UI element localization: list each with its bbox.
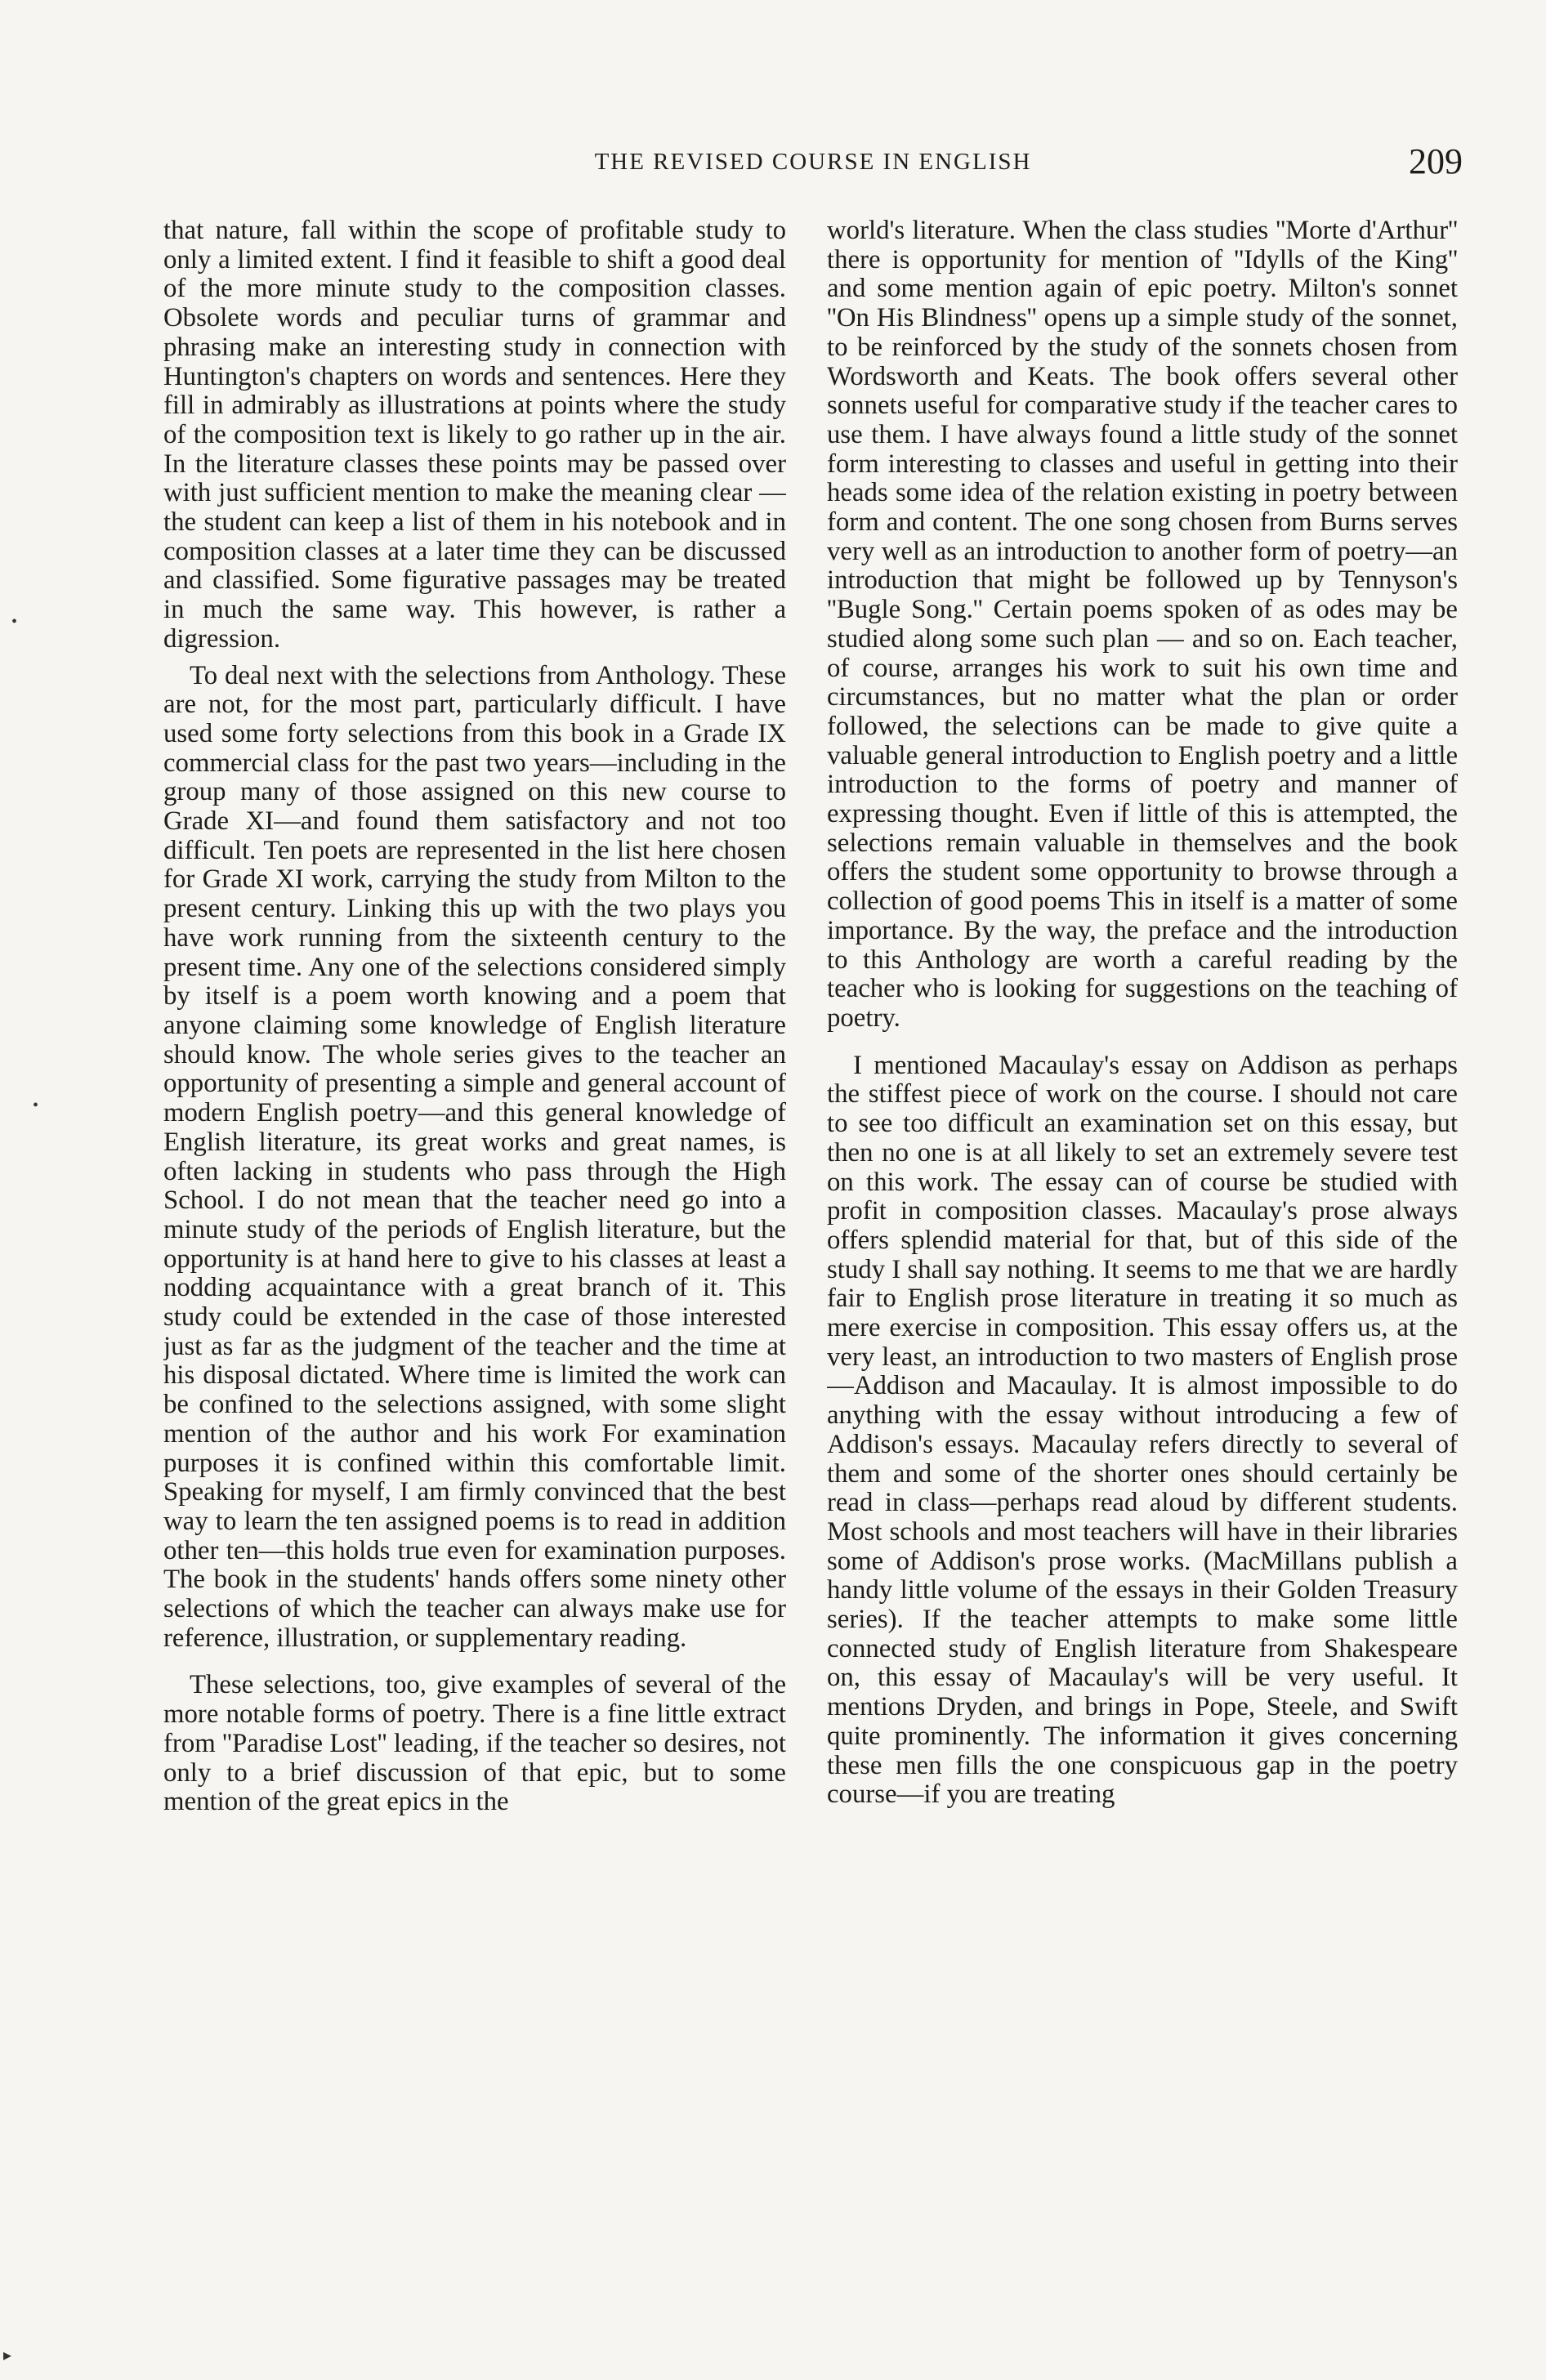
right-column (827, 217, 1458, 2243)
paragraph: I mentioned Macaulay's essay on Addison as perhaps the stiffest piece of work on the course. I should not care to see too difficult an examination set on this essay, but then no one is at all likely to set an extremely severe test on this work. The essay can of course be studied with profit in composition classes. Macaulay's prose always offers splendid material for that, but of this side of the study I shall say nothing. It seems to me that we are hardly fair to English prose literature in treating it so much as mere exercise in composition. This essay offers us, at the very least, an introduction to two masters of English prose—Addison and Macaulay. It is almost impossible to do anything with the essay without introducing a few of Addison's essays. Macaulay refers directly to several of them and some of the shorter ones should certainly be read in class—perhaps read aloud by different students. Most schools and most teachers will have in their libraries some of Addison's prose works. (MacMillans publish a handy little volume of the essays in their Golden Treasury series). If the teacher attempts to make some little connected study of English literature from Shakespeare on, this essay of Macaulay's will be very useful. It mentions Dryden, and brings in Pope, Steele, and Swift quite prominently. The information it gives concerning these men fills the one conspicuous gap in the poetry course—if you are treating (827, 1050, 1458, 1810)
paragraph: To deal next with the selections from Anthology. These are not, for the most part, particularly difficult. I have used some forty selections from this book in a Grade IX commercial class for the past two years—including in the group many of those assigned on this new course to Grade XI—and found them satisfactory and not too difficult. Ten poets are represented in the list here chosen for Grade XI work, carrying the study from Milton to the present century. Linking this up with the two plays you have work running from the sixteenth century to the present time. Any one of the selections considered simply by itself is a poem worth knowing and a poem that anyone claiming some knowledge of English literature should know. The whole series gives to the teacher an opportunity of presenting a simple and general account of modern English poetry—and this general knowledge of English literature, its great works and great names, is often lacking in students who pass through the High School. I do not mean that the teacher need go into a minute study of the periods of English literature, but the opportunity is at hand here to give to his classes at least a nodding acquaintance with a great branch of it. This study could be extended in the case of those interested just as far as the judgment of the teacher and the time at his disposal dictated. Where time is limited the work can be confined to the selections assigned, with some slight mention of the author and his work For examination purposes it is confined within this comfortable limit. Speaking for myself, I am firmly convinced that the best way to learn the ten assigned poems is to read in addition other ten—this holds true even for examination purposes. The book in the students' hands offers some ninety other selections of which the teacher can always make use for reference, illustration, or supplementary reading. (163, 660, 786, 1653)
running-title: THE REVISED COURSE IN ENGLISH (594, 149, 1032, 175)
margin-arrow-icon: ▸ (3, 2347, 12, 2364)
margin-mark: • (33, 1096, 39, 1114)
paragraph: These selections, too, give examples of several of the more notable forms of poetry. There is a fine little extract from ''Paradise Lost'' leading, if the teacher so desires, not only to a brief discussion of that epic, but to some mention of the great epics in the (163, 1670, 786, 1817)
left-column (163, 217, 786, 2243)
page-number: 209 (1409, 141, 1463, 181)
running-head (163, 123, 1463, 180)
paragraph: that nature, fall within the scope of profitable study to only a limited extent. I find it feasible to shift a good deal of the more minute study to the composition classes. Obsolete words and peculiar turns of grammar and phrasing make an interesting study in connection with Huntington's chapters on words and sentences. Here they fill in admirably as illustrations at points where the study of the composition text is likely to go rather up in the air. In the literature classes these points may be passed over with just sufficient mention to make the meaning clear —the student can keep a list of them in his notebook and in composition classes at a later time they can be discussed and classified. Some figurative passages may be treated in much the same way. This however, is rather a digression. (163, 217, 786, 654)
margin-mark: • (11, 613, 18, 631)
paragraph: world's literature. When the class studies ''Morte d'Arthur'' there is opportunity for mention of ''Idylls of the King'' and some mention again of epic poetry. Milton's sonnet ''On His Blindness'' opens up a simple study of the sonnet, to be reinforced by the study of the sonnets chosen from Wordsworth and Keats. The book offers several other sonnets useful for comparative study if the teacher cares to use them. I have always found a little study of the sonnet form interesting to classes and useful in getting into their heads some idea of the relation existing in poetry between form and content. The one song chosen from Burns serves very well as an introduction to another form of poetry—an introduction that might be followed up by Tennyson's ''Bugle Song.'' Certain poems spoken of as odes may be studied along some such plan — and so on. Each teacher, of course, arranges his work to suit his own time and circumstances, but no matter what the plan or order followed, the selections can be made to give quite a valuable general introduction to English poetry and a little introduction to the forms of poetry and manner of expressing thought. Even if little of this is attempted, the selections remain valuable in themselves and the book offers the student some opportunity to browse through a collection of good poems This in itself is a matter of some importance. By the way, the preface and the introduction to this Anthology are worth a careful reading by the teacher who is looking for suggestions on the teaching of poetry. (827, 217, 1458, 1033)
